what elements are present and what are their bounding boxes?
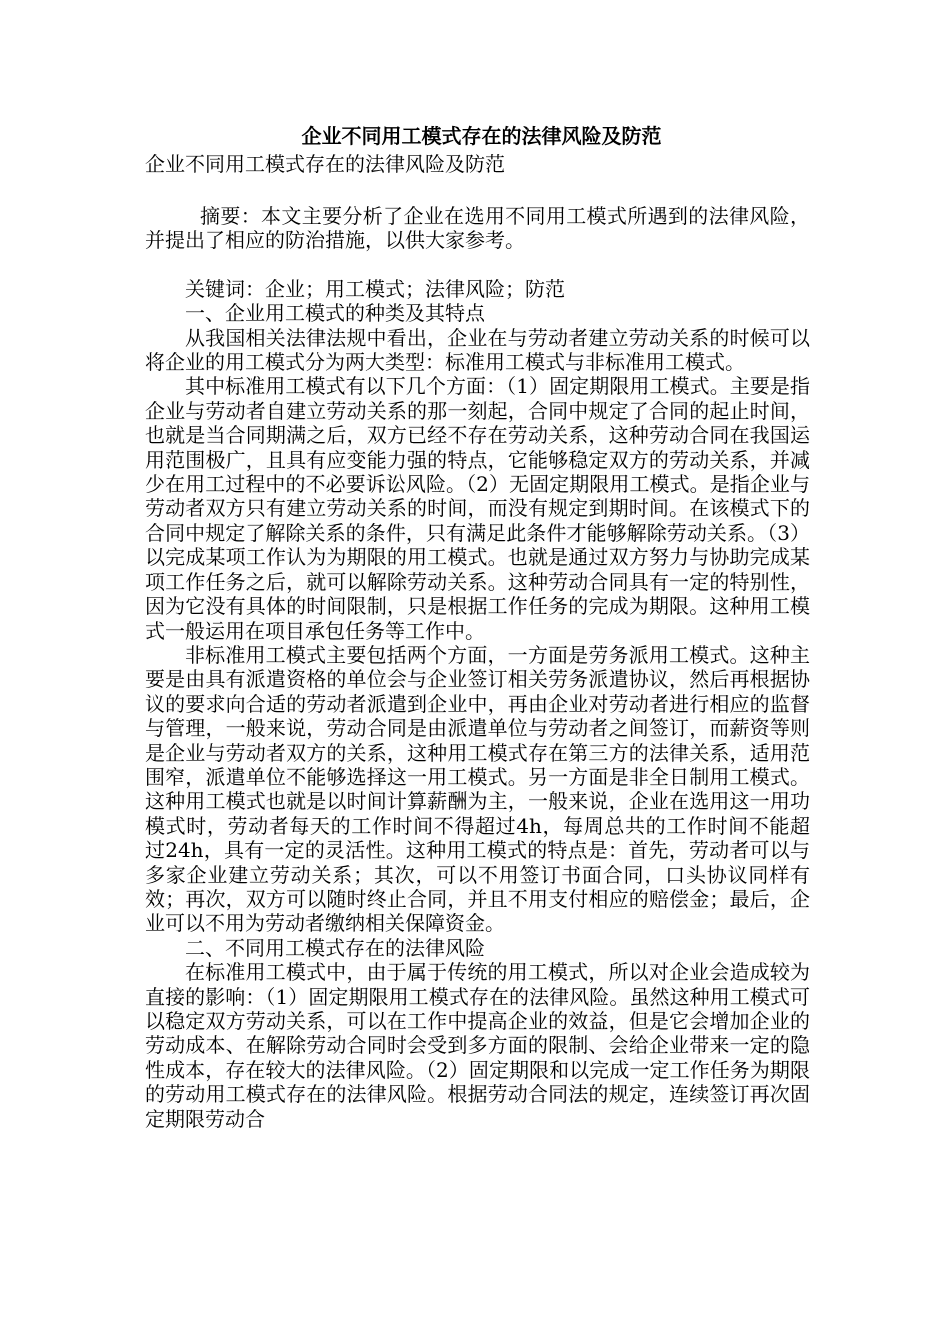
document-subtitle: 企业不同用工模式存在的法律风险及防范 <box>145 152 505 176</box>
keywords-line: 关键词：企业；用工模式；法律风险；防范 <box>185 276 565 301</box>
body-paragraph: 非标准用工模式主要包括两个方面，一方面是劳务派用工模式。这种主要是由具有派遣资格的单位会与企业签订相关劳务派遣协议，然后再根据协议的要求向合适的劳动者派遣到企业中，再由企业对劳动者进行相应的监督与管理，一般来说，劳动合同是由派遣单位与劳动者之间签订，而薪资等则是企业与劳动者双方的关系，这种用工模式存在第三方的法律关系，适用范围窄，派遣单位不能够选择这一用工模式。另一方面是非全日制用工模式。这种用工模式也就是以时间计算薪酬为主，一般来说，企业在选用这一用功模式时，劳动者每天的工作时间不得超过4h，每周总共的工作时间不能超过24h，具有一定的灵活性。这种用工模式的特点是：首先，劳动者可以与多家企业建立劳动关系；其次，可以不用签订书面合同，口头协议同样有效；再次，双方可以随时终止合同，并且不用支付相应的赔偿金；最后，企业可以不用为劳动者缴纳相关保障资金。 <box>145 642 810 936</box>
section-heading-1: 一、企业用工模式的种类及其特点 <box>185 301 485 326</box>
body-paragraph: 从我国相关法律法规中看出，企业在与劳动者建立劳动关系的时候可以将企业的用工模式分为两大类型：标准用工模式与非标准用工模式。 <box>145 325 810 375</box>
section-heading-2: 二、不同用工模式存在的法律风险 <box>185 935 485 960</box>
abstract-paragraph: 摘要：本文主要分析了企业在选用不同用工模式所遇到的法律风险，并提出了相应的防治措施，以供大家参考。 <box>145 204 810 253</box>
document-page <box>145 122 810 1131</box>
document-title: 企业不同用工模式存在的法律风险及防范 <box>301 124 662 148</box>
body-paragraph: 其中标准用工模式有以下几个方面：（1）固定期限用工模式。主要是指企业与劳动者自建立劳动关系的那一刻起，合同中规定了合同的起止时间，也就是当合同期满之后，双方已经不存在劳动关系，这种劳动合同在我国运用范围极广，且具有应变能力强的特点，它能够稳定双方的劳动关系，并减少在用工过程中的不必要诉讼风险。（2）无固定期限用工模式。是指企业与劳动者双方只有建立劳动关系的时间，而没有规定到期时间。在该模式下的合同中规定了解除关系的条件，只有满足此条件才能够解除劳动关系。（3）以完成某项工作认为为期限的用工模式。也就是通过双方努力与协助完成某项工作任务之后，就可以解除劳动关系。这种劳动合同具有一定的特别性，因为它没有具体的时间限制，只是根据工作任务的完成为期限。这种用工模式一般运用在项目承包任务等工作中。 <box>145 374 810 643</box>
body-paragraph: 在标准用工模式中，由于属于传统的用工模式，所以对企业会造成较为直接的影响：（1）固定期限用工模式存在的法律风险。虽然这种用工模式可以稳定双方劳动关系，可以在工作中提高企业的效益，但是它会增加企业的劳动成本、在解除劳动合同时会受到多方面的限制、会给企业带来一定的隐性成本，存在较大的法律风险。（2）固定期限和以完成一定工作任务为期限的劳动用工模式存在的法律风险。根据劳动合同法的规定，连续签订再次固定期限劳动合 <box>145 960 810 1131</box>
